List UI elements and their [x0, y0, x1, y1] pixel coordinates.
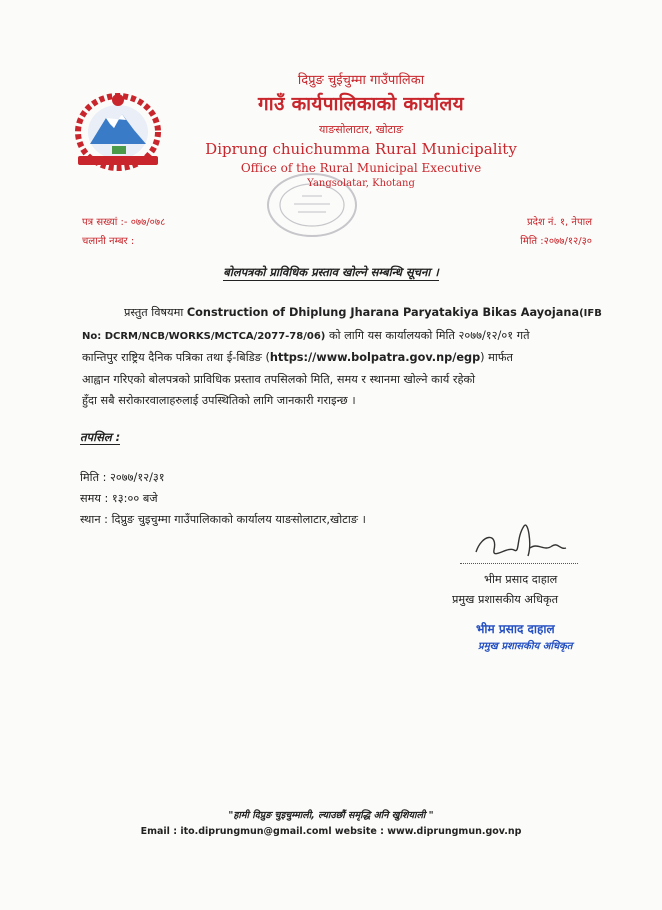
- detail-time: समय : १३:०० बजे: [80, 492, 158, 505]
- municipality-name-english: Diprung chuichumma Rural Municipality: [205, 140, 517, 158]
- detail-date: मिति : २०७७/१२/३१: [80, 471, 165, 484]
- handwritten-signature: [468, 516, 578, 568]
- notice-subject: बोलपत्रको प्राविधिक प्रस्ताव खोल्ने सम्बन्धि सूचना ।: [223, 265, 439, 279]
- province-label: प्रदेश नं. १, नेपाल: [526, 217, 592, 228]
- letter-number: पत्र सख्यां :- ०७७/०७८: [82, 217, 166, 228]
- office-title-english: Office of the Rural Municipal Executive: [240, 161, 482, 175]
- body-line-3: कान्तिपुर राष्ट्रिय दैनिक पत्रिका तथा ई-बिडिङ (https://www.bolpatra.gov.np/egp) मार्फत: [82, 351, 514, 364]
- notice-body: [82, 302, 602, 412]
- details-heading: तपसिल :: [80, 430, 121, 444]
- body-line-4: आह्वान गरिएको बोलपत्रको प्राविधिक प्रस्ताव तपसिलको मिति, समय र स्थानमा खोल्ने कार्य रहेको: [82, 372, 476, 386]
- signatory-name: भीम प्रसाद दाहाल: [484, 573, 558, 586]
- title-stamp: प्रमुख प्रशासकीय अधिकृत: [478, 641, 573, 652]
- body-line-5: हुँदा सबै सरोकारवालाहरुलाई उपस्थितिको लागि जानकारी गराइन्छ ।: [82, 394, 356, 407]
- footer-motto: "हामी दिप्रुङ चुइचुम्माली, ल्याउछौं समृद्धि अनि खुशियाली ": [228, 810, 434, 821]
- letter-date: मिति :२०७७/१२/३०: [520, 236, 592, 247]
- municipality-name-nepali: दिप्रुङ चुईचुम्मा गाउँपालिका: [297, 73, 425, 88]
- address-english: Yangsolatar, Khotang: [307, 178, 415, 189]
- body-line-1: प्रस्तुत विषयमा Construction of Dhiplung Jharana Paryatakiya Bikas Aayojana(IFB: [124, 306, 602, 319]
- dispatch-number: चलानी नम्बर :: [82, 236, 135, 247]
- signature-line: [460, 563, 578, 564]
- detail-venue: स्थान : दिप्रुङ चुइचुम्मा गाउँपालिकाको कार्यालय याङसोलाटार,खोटाङ ।: [80, 513, 366, 526]
- body-line-2: No: DCRM/NCB/WORKS/MCTCA/2077-78/06) को लागि यस कार्यालयको मिति २०७७/१२/०१ गते: [82, 328, 530, 342]
- footer-contact: Email : ito.diprungmun@gmail.coml website : www.diprungmun.gov.np: [140, 826, 522, 837]
- signatory-title: प्रमुख प्रशासकीय अधिकृत: [452, 593, 559, 606]
- name-stamp: भीम प्रसाद दाहाल: [476, 622, 555, 636]
- office-title-nepali: गाउँ कार्यपालिकाको कार्यालय: [258, 93, 464, 115]
- address-nepali: याङसोलाटार, खोटाङ: [319, 123, 403, 136]
